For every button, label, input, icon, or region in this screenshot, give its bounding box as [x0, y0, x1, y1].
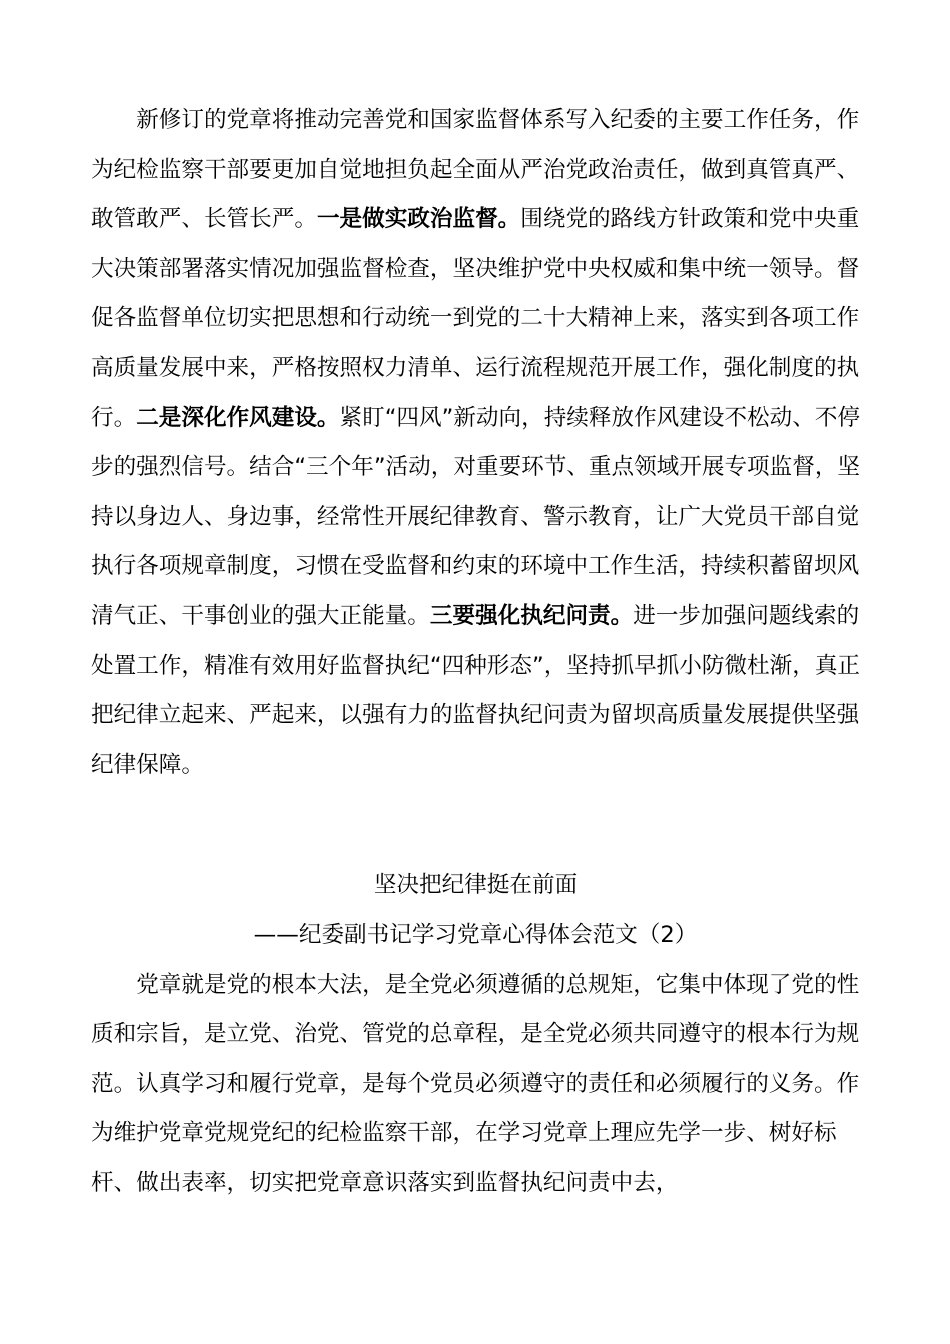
paragraph-text: 紧盯“四风”新动向，持续释放作风建设不松动、不停步的强烈信号。结合“三个年”活动，对重要环节、重点领域开展专项监督，坚持以身边人、身边事，经常性开展纪律教育、警示教育，让广大党员干部自觉执行各项规章制度，习惯在受监督和约束的环境中工作生活，持续积蓄留坝风清气正、干事创业的强大正能量。	[91, 404, 861, 629]
paragraph-text: 新修订的党章将推动完善党和国家监督体系写入纪委的主要工作任务，作为纪检监察干部要更加自觉地担负起全面从严治党政治责任，做到真管真严、敢管敢严、长管长严。	[91, 107, 860, 233]
body-paragraph-1	[91, 96, 860, 790]
body-paragraph-2: 党章就是党的根本大法，是全党必须遵循的总规矩，它集中体现了党的性质和宗旨，是立党、治党、管党的总章程，是全党必须共同遵守的根本行为规范。认真学习和履行党章，是每个党员必须遵守的责任和必须履行的义务。作为维护党章党规党纪的纪检监察干部，在学习党章上理应先学一步、树好标杆、做出表率，切实把党章意识落实到监督执纪问责中去，	[91, 971, 860, 1196]
paragraph-text: 进一步加强问题线索的处置工作，精准有效用好监督执纪“四种形态”，坚持抓早抓小防微杜渐，真正把纪律立起来、严起来，以强有力的监督执纪问责为留坝高质量发展提供坚强纪律保障。	[91, 602, 861, 778]
article-title: 坚决把纪律挺在前面	[373, 872, 578, 899]
bold-heading-political-supervision: 一是做实政治监督。	[316, 206, 521, 233]
bold-heading-work-style: 二是深化作风建设。	[136, 404, 340, 431]
bold-heading-accountability: 三要强化执纪问责。	[429, 602, 634, 629]
article-title-block	[91, 861, 860, 960]
article-subtitle: ——纪委副书记学习党章心得体会范文（2）	[253, 921, 698, 948]
paragraph-text: 围绕党的路线方针政策和党中央重大决策部署落实情况加强监督检查，坚决维护党中央权威和集中统一领导。督促各监督单位切实把思想和行动统一到党的二十大精神上来，落实到各项工作高质量发展中来，严格按照权力清单、运行流程规范开展工作，强化制度的执行。	[91, 206, 860, 431]
